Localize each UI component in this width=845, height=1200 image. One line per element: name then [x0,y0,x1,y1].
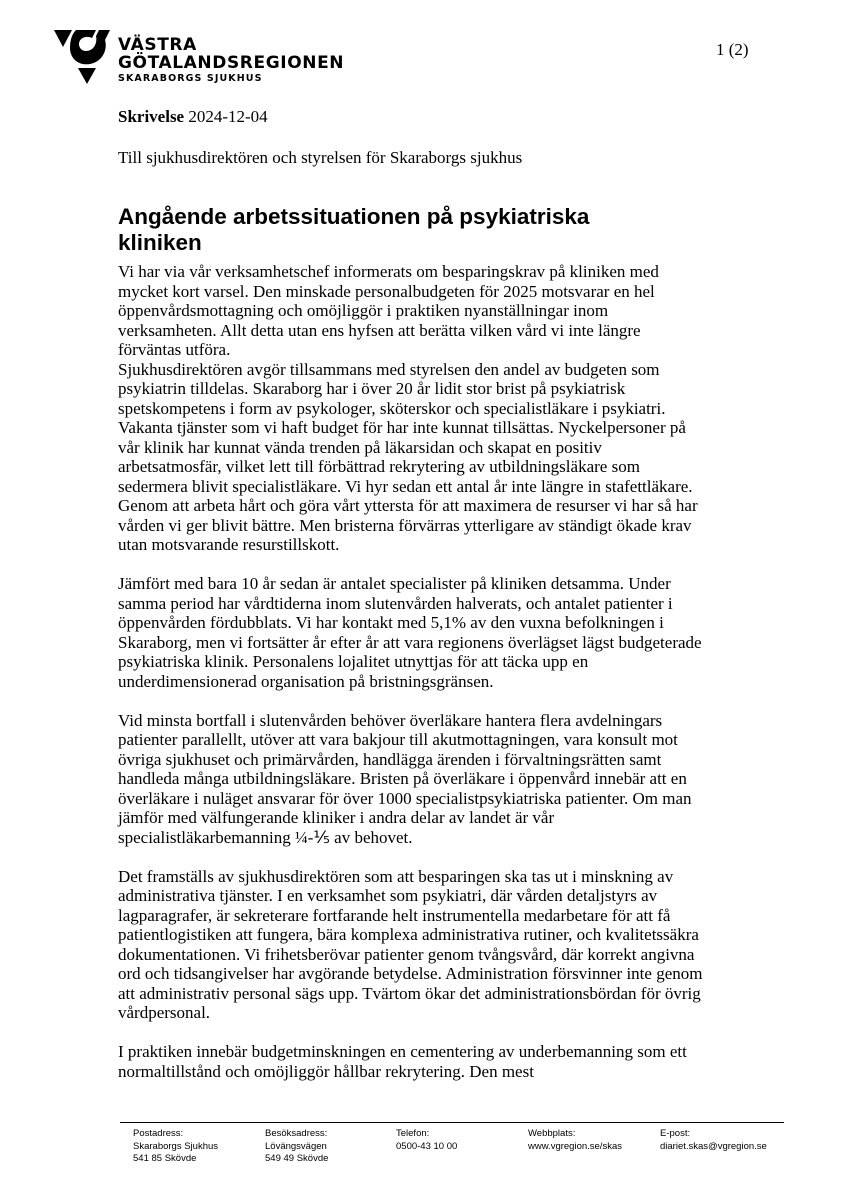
document-body [118,262,708,1101]
vgr-logo-icon [52,26,116,88]
footer-phone-value: 0500-43 10 00 [396,1140,458,1152]
body-paragraph-5: Det framställs av sjukhusdirektören som att besparingen ska tas ut i minskning av administrativa tjänster. I en verksamhet som psykiatri, där vården detaljstyrs av lagparagrafer, är sekreterare fortfarande helt instrumentella medarbetare för att få patientlogistiken att fungera, bära komplexa administrativa rutiner, och kvalitetssäkra dokumentationen. Vi frihetsberövar patienter genom tvångsvård, där korrekt angivna ord och tidsangivelser har avgörande betydelse. Administration försvinner inte genom att administrativ personal sägs upp. Tvärtom ökar det administrationsbördan för övrig vårdpersonal. [118,866,703,1022]
page-footer [120,1122,784,1164]
footer-phone [396,1128,457,1153]
footer-visit [265,1128,328,1166]
body-paragraph-2: Sjukhusdirektören avgör tillsammans med styrelsen den andel av budgeten som psykiatrin tilldelas. Skaraborg har i över 20 år lidit stor brist på psykiatrisk spetskompetens i form av psykologer, sköterskor och specialistläkare i psykiatri. Vakanta tjänster som vi haft budget för har inte kunnat tillsättas. Nyckelpersoner på vår klinik har kunnat vända trenden på läkarsidan och skapat en positiv arbetsatmosfär, vilket lett till förbättrad rekrytering av utbildningsläkare som sedermera blivit specialistläkare. Vi hyr sedan ett antal år inte längre in stafettläkare. Genom att arbeta hårt och göra vårt yttersta för att maximera de resurser vi har så har vården vi ger blivit bättre. Men bristerna förvärras ytterligare av ständigt ökade krav utan motsvarande resurstillskott. [118,359,698,554]
footer-phone-label: Telefon: [396,1128,430,1139]
logo-line-1: VÄSTRA [118,35,197,55]
logo-line-2: GÖTALANDSREGIONEN [118,53,345,73]
footer-visit-line1: Lövängsvägen [265,1140,327,1152]
footer-postal-line2: 541 85 Skövde [133,1153,197,1164]
footer-web-label: Webbplats: [528,1128,576,1139]
footer-web-value[interactable]: www.vgregion.se/skas [528,1140,622,1152]
footer-web [528,1128,622,1153]
body-paragraph-1: Vi har via vår verksamhetschef informerats om besparingskrav på kliniken med mycket kort varsel. Den minskade personalbudgeten för 2025 motsvarar en hel öppenvårdsmottagning och omöjliggör i praktiken nyanställningar inom verksamheten. Allt detta utan ens hyfsen att berätta vilken vård vi inte längre förväntas utföra. [118,262,659,359]
body-paragraph-3: Jämfört med bara 10 år sedan är antalet specialister på kliniken detsamma. Under samma period har vårdtiderna inom slutenvården halverats, och antalet patienter i öppenvården fördubblats. Vi har kontakt med 5,1% av den vuxna befolkningen i Skaraborg, men vi fortsätter år efter år att vara regionens överlägset lägst budgeterade psykiatriska klinik. Personalens lojalitet utnyttjas för att täcka upp en underdimensionerad organisation på bristningsgränsen. [118,574,702,691]
document-heading: Angående arbetssituationen på psykiatriska kliniken [118,204,590,255]
footer-postal [133,1128,218,1166]
footer-email-label: E-post: [660,1128,691,1139]
footer-postal-line1: Skaraborgs Sjukhus [133,1140,219,1152]
document-date: 2024-12-04 [188,107,268,126]
logo-line-3: SKARABORGS SJUKHUS [118,73,263,84]
footer-email [660,1128,767,1153]
page-number: 1 (2) [716,40,749,59]
recipient-line: Till sjukhusdirektören och styrelsen för Skaraborgs sjukhus [118,148,523,167]
document-type: Skrivelse [118,107,185,126]
footer-email-value[interactable]: diariet.skas@vgregion.se [660,1140,767,1152]
footer-postal-label: Postadress: [133,1128,184,1139]
footer-visit-line2: 549 49 Skövde [265,1153,329,1164]
body-paragraph-4: Vid minsta bortfall i slutenvården behöver överläkare hantera flera avdelningars patienter parallellt, utöver att vara bakjour till akutmottagningen, vara konsult mot övriga sjukhuset och primärvården, handlägga ärenden i förvaltningsrätten samt handleda många utbildningsläkare. Bristen på överläkare i öppenvård innebär att en överläkare i nuläget ansvarar för över 1000 specialistpsykiatriska patienter. Om man jämför med välfungerande kliniker i andra delar av landet är vår specialistläkarbemanning ¼-⅕ av behovet. [118,710,692,847]
vgr-logo [52,26,352,90]
body-paragraph-6: I praktiken innebär budgetminskningen en cementering av underbemanning som ett normaltillstånd och omöjliggör hållbar rekrytering. Den mest [118,1042,687,1081]
document-header [118,107,268,127]
footer-visit-label: Besöksadress: [265,1128,328,1139]
